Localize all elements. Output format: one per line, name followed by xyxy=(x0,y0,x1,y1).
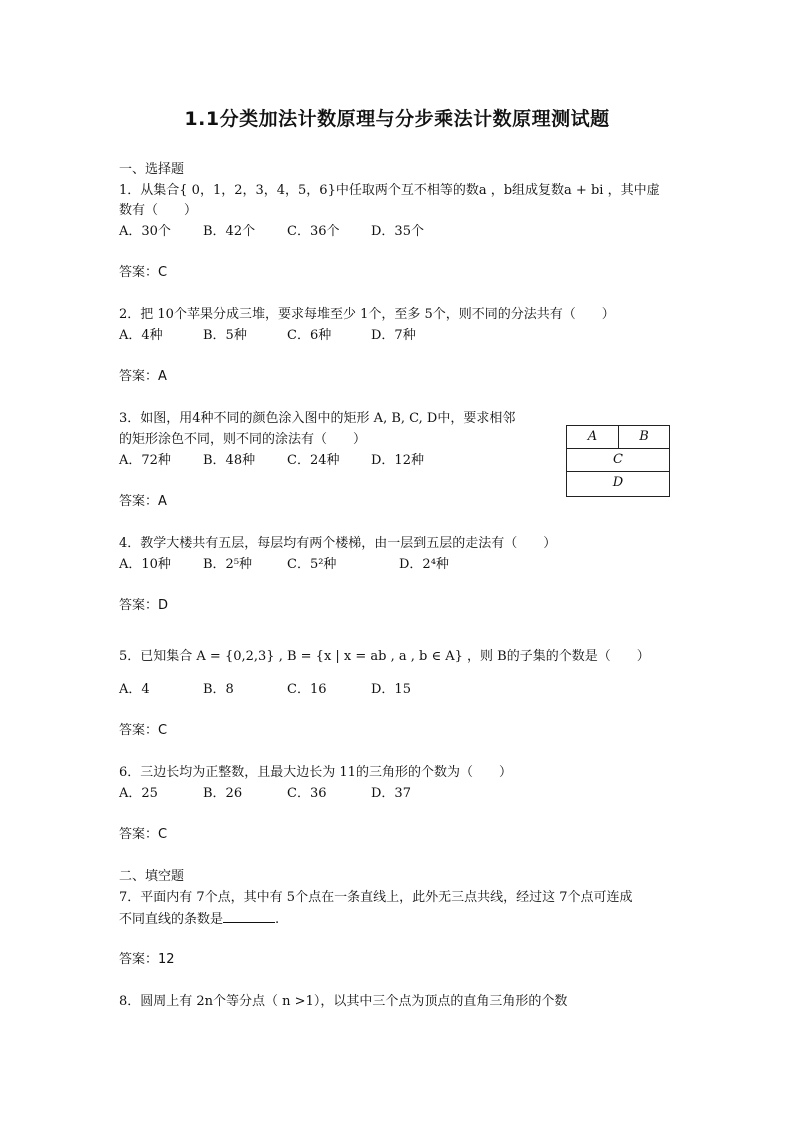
q5-option-b: B．8 xyxy=(203,682,234,697)
q7-text-line2-start: 不同直线的条数是 xyxy=(119,912,224,927)
q3-option-c: C．24种 xyxy=(287,453,340,468)
q2-answer: 答案：A xyxy=(119,369,167,384)
q6-option-a: A．25 xyxy=(119,786,158,801)
q4-option-a: A．10种 xyxy=(119,557,171,572)
section-choice-heading: 一、选择题 xyxy=(119,162,185,177)
q6-answer: 答案：C xyxy=(119,827,168,842)
q1-option-c: C．36个 xyxy=(287,224,340,239)
q1-text-line2: 数有（ ） xyxy=(119,203,198,218)
q3-option-a: A．72种 xyxy=(119,453,171,468)
q6-option-c: C．36 xyxy=(287,786,327,801)
figure-cell-d: D xyxy=(612,475,624,490)
q2-option-a: A．4种 xyxy=(119,328,163,343)
q4-answer: 答案：D xyxy=(119,598,169,613)
q2-options xyxy=(119,327,416,345)
q5-text-line1: 5．已知集合 A = {0,2,3} , B = {x | x = ab , a , b ∈ A} ，则 B的子集的个数是（ ） xyxy=(119,649,650,664)
q3-options xyxy=(119,452,424,470)
q5-option-d: D．15 xyxy=(371,682,411,697)
q2-option-b: B．5种 xyxy=(203,328,247,343)
q7-answer-blank[interactable] xyxy=(223,910,275,923)
q8-text-line1: 8．圆周上有 2n个等分点（ n >1），以其中三个点为顶点的直角三角形的个数 xyxy=(119,994,568,1009)
q3-text-line2: 的矩形涂色不同，则不同的涂法有（ ） xyxy=(119,432,367,447)
q5-answer: 答案：C xyxy=(119,723,168,738)
q2-option-c: C．6种 xyxy=(287,328,332,343)
q1-text-line1: 1．从集合{ 0，1，2，3，4，5，6}中任取两个互不相等的数a ，b组成复数a + bi ，其中虚 xyxy=(119,183,660,198)
q3-option-d: D．12种 xyxy=(371,453,424,468)
q5-option-c: C．16 xyxy=(287,682,327,697)
q6-text-line1: 6．三边长均为正整数，且最大边长为 11的三角形的个数为（ ） xyxy=(119,765,512,780)
q1-option-d: D．35个 xyxy=(371,224,424,239)
q7-answer: 答案：12 xyxy=(119,952,175,967)
q4-option-b: B．2⁵种 xyxy=(203,557,253,572)
q2-text-line1: 2．把 10个苹果分成三堆，要求每堆至少 1个，至多 5个，则不同的分法共有（ ） xyxy=(119,307,615,322)
q3-rectangle-figure xyxy=(566,425,670,497)
q4-option-d: D．2⁴种 xyxy=(399,557,449,572)
figure-cell-c: C xyxy=(567,449,669,472)
q3-option-b: B．48种 xyxy=(203,453,256,468)
q1-answer: 答案：C xyxy=(119,265,168,280)
q5-options xyxy=(119,681,411,699)
q6-option-d: D．37 xyxy=(371,786,411,801)
figure-cell-a: A xyxy=(587,429,598,444)
q3-answer: 答案：A xyxy=(119,494,167,509)
q4-option-c: C．5²种 xyxy=(287,557,337,572)
q4-options xyxy=(119,556,449,574)
q3-text-line1: 3．如图，用4种不同的颜色涂入图中的矩形 A, B, C, D中，要求相邻 xyxy=(119,411,516,426)
q1-options xyxy=(119,223,424,241)
figure-row-ab xyxy=(567,426,669,449)
page-title: 1.1分类加法计数原理与分步乘法计数原理测试题 xyxy=(184,108,610,130)
q7-text-line1: 7．平面内有 7个点，其中有 5个点在一条直线上，此外无三点共线，经过这 7个点可连成 xyxy=(119,890,633,905)
figure-cell-b: B xyxy=(639,429,649,444)
q1-option-b: B．42个 xyxy=(203,224,256,239)
section-fill-heading: 二、填空题 xyxy=(119,869,185,884)
q5-option-a: A．4 xyxy=(119,682,150,697)
q7-text-line2 xyxy=(119,910,279,929)
q6-option-b: B．26 xyxy=(203,786,243,801)
q2-option-d: D．7种 xyxy=(371,328,416,343)
q7-text-line2-end: . xyxy=(275,912,280,927)
q4-text-line1: 4．教学大楼共有五层，每层均有两个楼梯，由一层到五层的走法有（ ） xyxy=(119,536,557,551)
q1-option-a: A．30个 xyxy=(119,224,171,239)
q6-options xyxy=(119,785,411,803)
